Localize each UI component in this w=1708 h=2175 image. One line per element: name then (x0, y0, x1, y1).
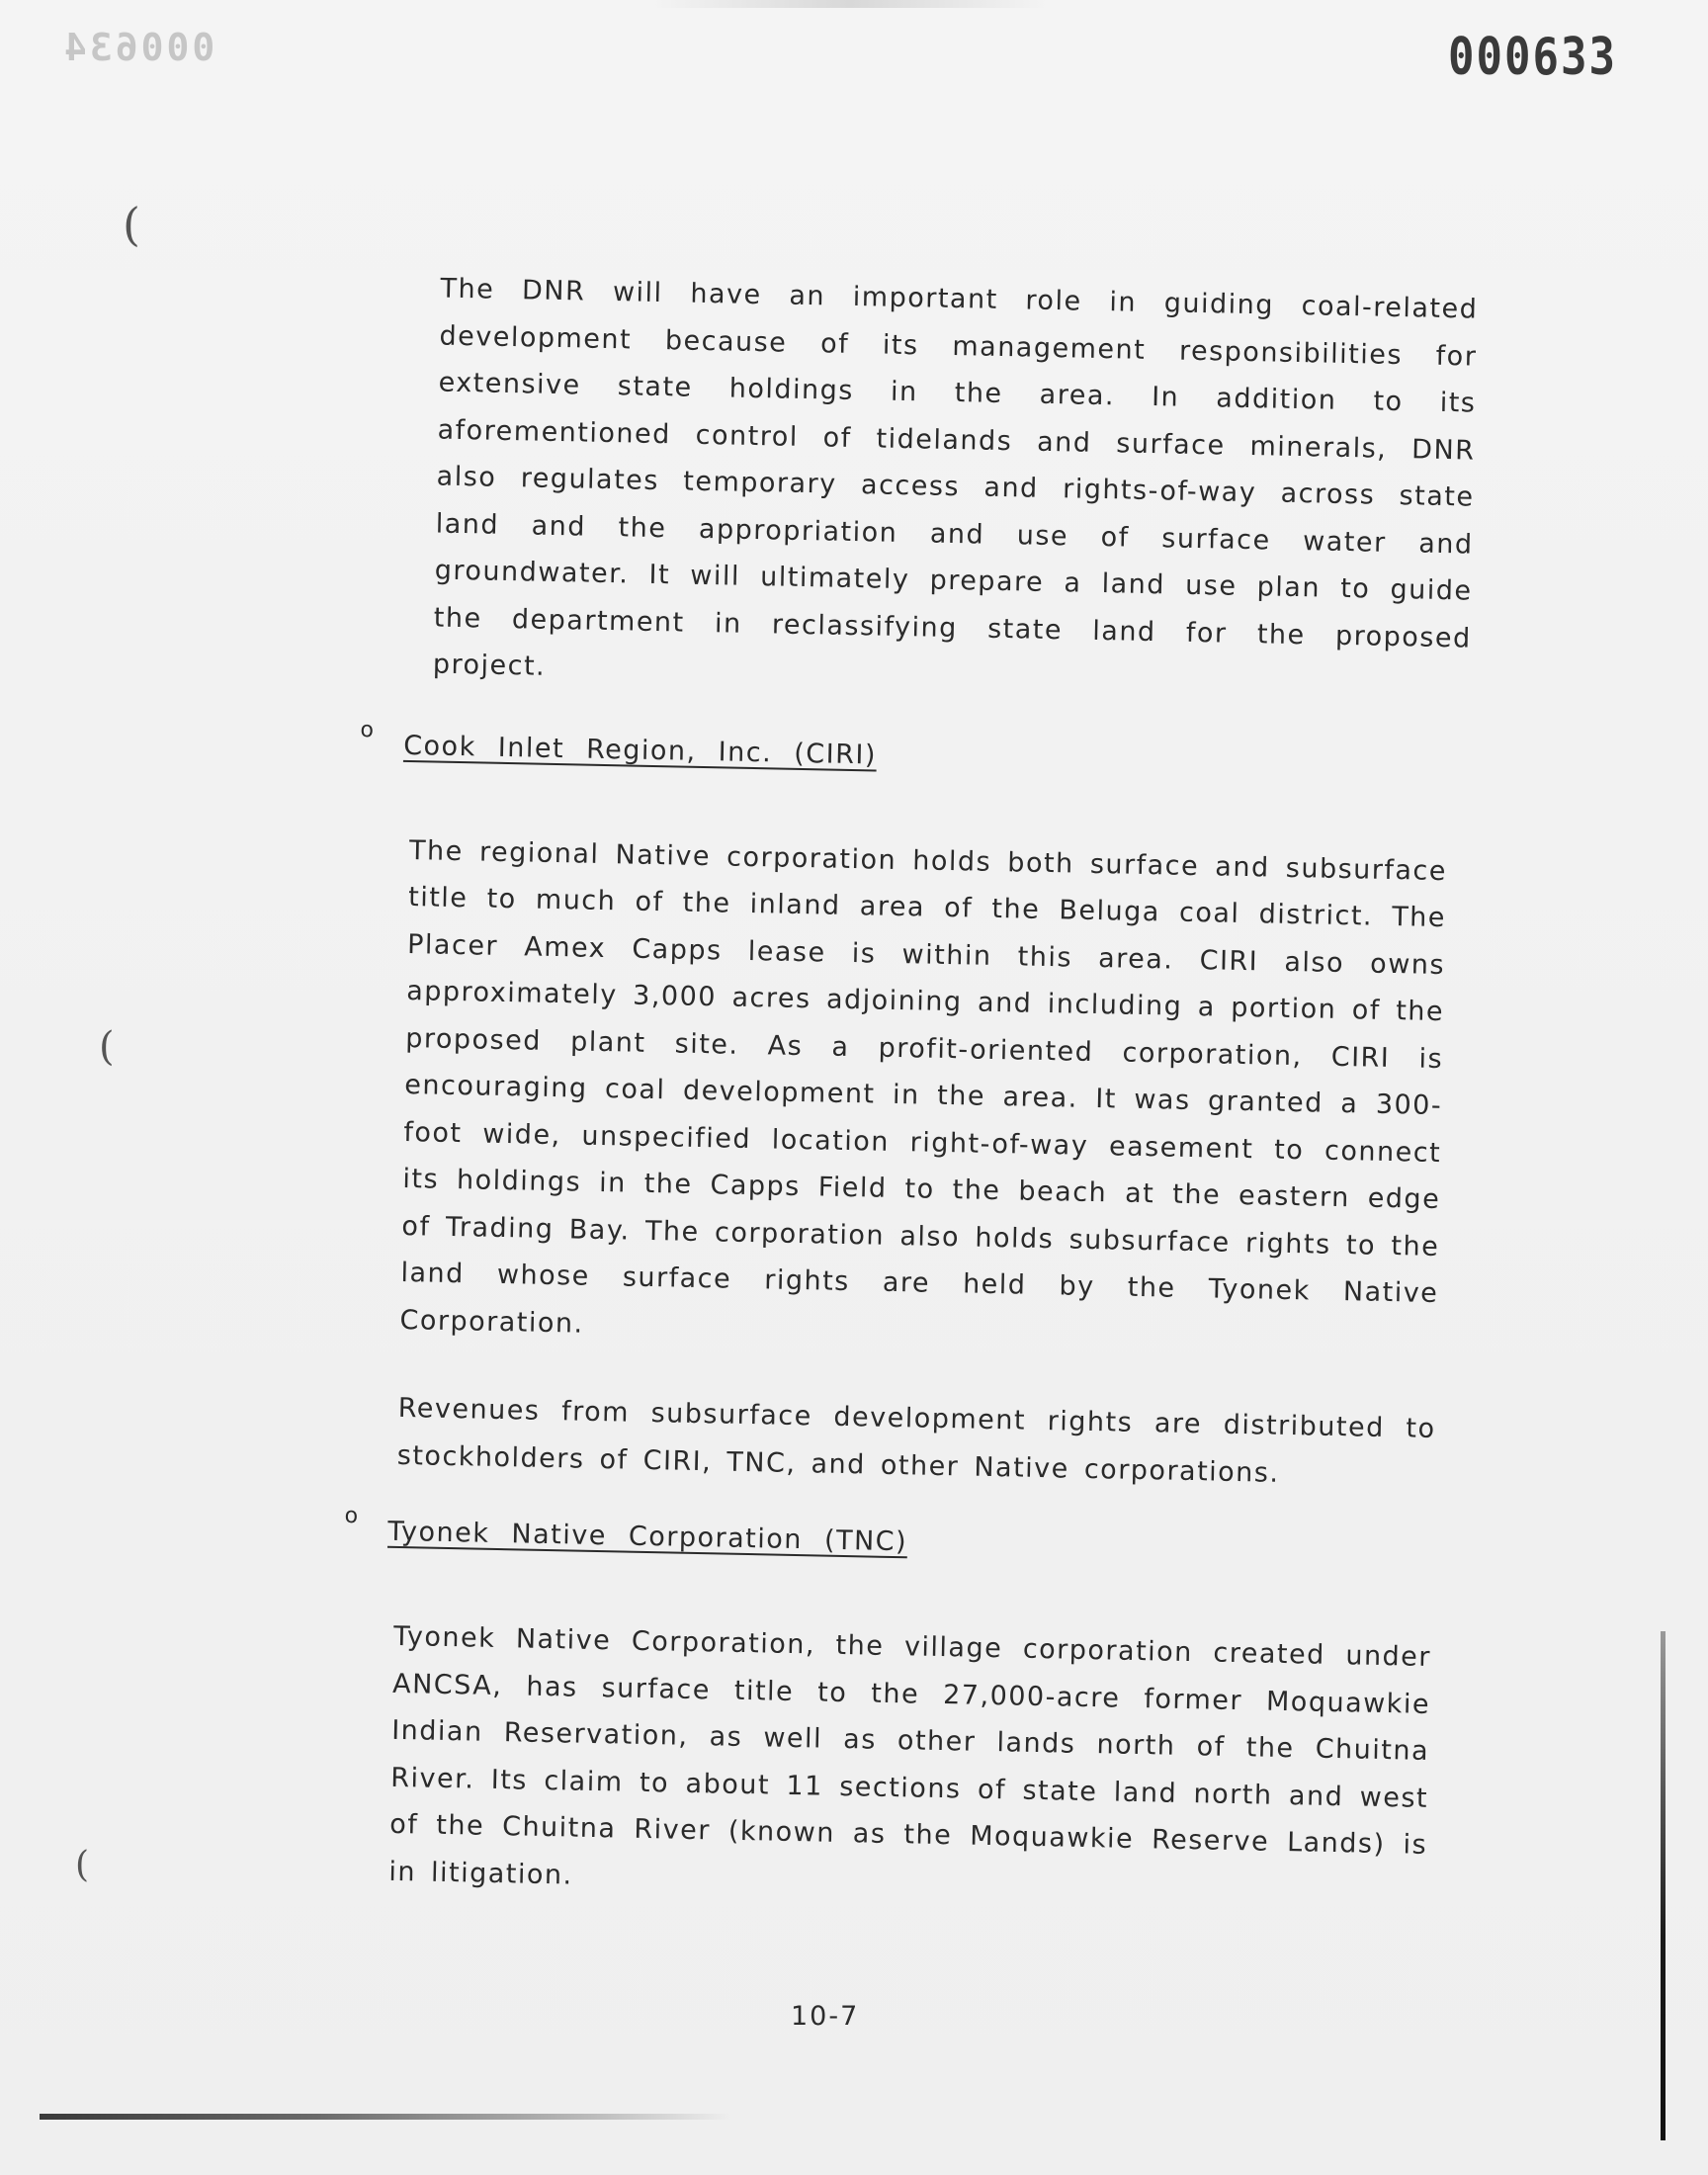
ciri-heading-text: Cook Inlet Region, Inc. (CIRI) (402, 730, 878, 771)
dnr-paragraph: The DNR will have an important role in guiding coal-related development because of its management responsibilities for extensive state holdings in the area. In addition to its aforementioned control of tidelands and surface minerals, DNR also regulates temporary access and rights-of-way across state land and the appropriation and use of surface water and groundwater. It will ultimately prepare a land use plan to guide the department in reclassifying state land for the proposed project. (432, 273, 1479, 682)
bullet-marker: o (344, 1503, 360, 1529)
tnc-heading-text: Tyonek Native Corporation (TNC) (386, 1516, 908, 1558)
punch-hole-mark-top: ( (123, 198, 140, 251)
tnc-paragraph: Tyonek Native Corporation, the village corporation created under ANCSA, has surface title to the 27,000-acre former Moquawkie Indian Reservation, as well as other lands north of the Chuitna River. Its claim to about 11 sections of state land north and west of the Chuitna River (known as the Moquawkie Reserve Lands) is in litigation. (388, 1620, 1432, 1891)
page-number: 10-7 (791, 2001, 860, 2032)
scan-edge-right (1661, 1631, 1665, 2140)
bullet-marker: o (360, 717, 376, 742)
scan-edge-bottom (40, 2114, 731, 2120)
bates-stamp-bleed-through: 000634 (61, 26, 215, 69)
bates-stamp: 000633 (1448, 28, 1617, 88)
ciri-paragraph-2: Revenues from subsurface development rights are distributed to stockholders of CIRI, TNC, and other Native corporations. (396, 1392, 1436, 1489)
punch-hole-mark-middle: ( (99, 1024, 115, 1070)
ciri-paragraph-1: The regional Native corporation holds both surface and subsurface title to much of the inland area of the Beluga coal district. The Placer Amex Capps lease is within this area. CIRI also owns approximately 3,000 acres adjoining and including a portion of the proposed plant site. As a profit-oriented corporation, CIRI is encouraging coal development in the area. It was granted a 300-foot wide, unspecified location right-of-way easement to connect its holdings in the Capps Field to the beach at the eastern edge of Trading Bay. The corporation also holds subsurface rights to the land whose surface rights are held by the Tyonek Native Corporation. (399, 834, 1448, 1340)
punch-hole-mark-bottom: ( (75, 1845, 90, 1885)
document-body (344, 265, 1481, 1916)
scan-artifact-top (652, 0, 1048, 8)
